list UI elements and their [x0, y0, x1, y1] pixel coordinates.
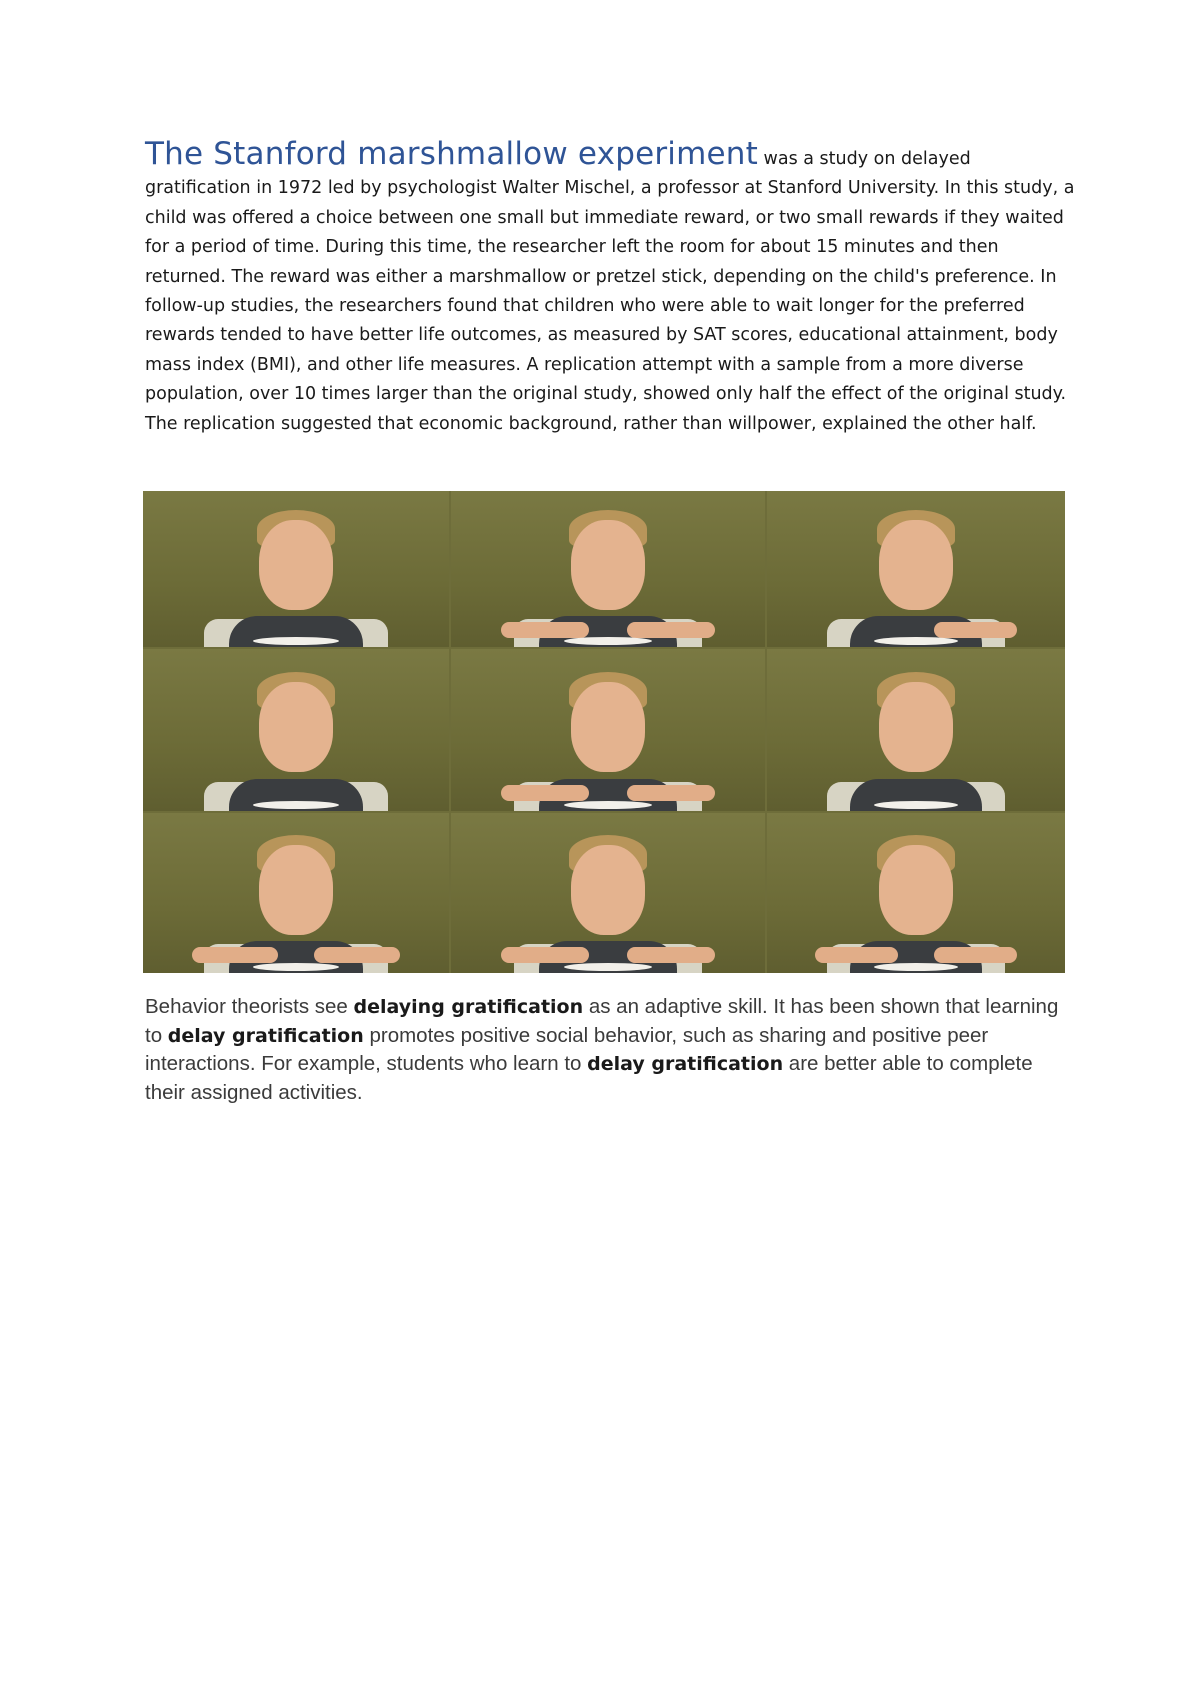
photo-child-8	[451, 813, 765, 973]
photo-child-9	[767, 813, 1065, 973]
photo-child-3	[767, 491, 1065, 647]
second-paragraph	[145, 993, 1075, 1106]
photo-child-5	[451, 649, 765, 811]
photo-child-2	[451, 491, 765, 647]
photo-child-1	[143, 491, 449, 647]
intro-paragraph	[145, 136, 1075, 439]
bold-term: delaying gratification	[353, 996, 584, 1018]
photo-child-6	[767, 649, 1065, 811]
text-segment: Behavior theorists see	[145, 995, 354, 1018]
photo-child-7	[143, 813, 449, 973]
bold-term: delay gratification	[587, 1053, 784, 1076]
document-title: The Stanford marshmallow experiment	[145, 136, 758, 172]
intro-text: was a study on delayed gratification in 1972 led by psychologist Walter Mischel, a professor at Stanford University. In this study, a child was offered a choice between one small but immediate reward, or two small rewards if they waited for a period of time. During this time, the researcher left the room for about 15 minutes and then returned. The reward was either a marshmallow or pretzel stick, depending on the child's preference. In follow-up studies, the researchers found that children who were able to wait longer for the preferred rewards tended to have better life outcomes, as measured by SAT scores, educational attainment, body mass index (BMI), and other life measures. A replication attempt with a sample from a more diverse population, over 10 times larger than the original study, showed only half the effect of the original study. The replication suggested that economic background, rather than willpower, explained the other half.	[145, 149, 1075, 434]
bold-term: delay gratification	[167, 1024, 364, 1047]
text-segment: as an adaptive skill. It has been shown that learning to	[145, 995, 1059, 1047]
text-segment: promotes positive social behavior, such as sharing and positive peer interactions. For example, students who learn to	[145, 1023, 989, 1076]
text-segment: are better able to complete their assigned activities.	[145, 1052, 1033, 1104]
photo-collage	[143, 491, 1065, 973]
photo-child-4	[143, 649, 449, 811]
